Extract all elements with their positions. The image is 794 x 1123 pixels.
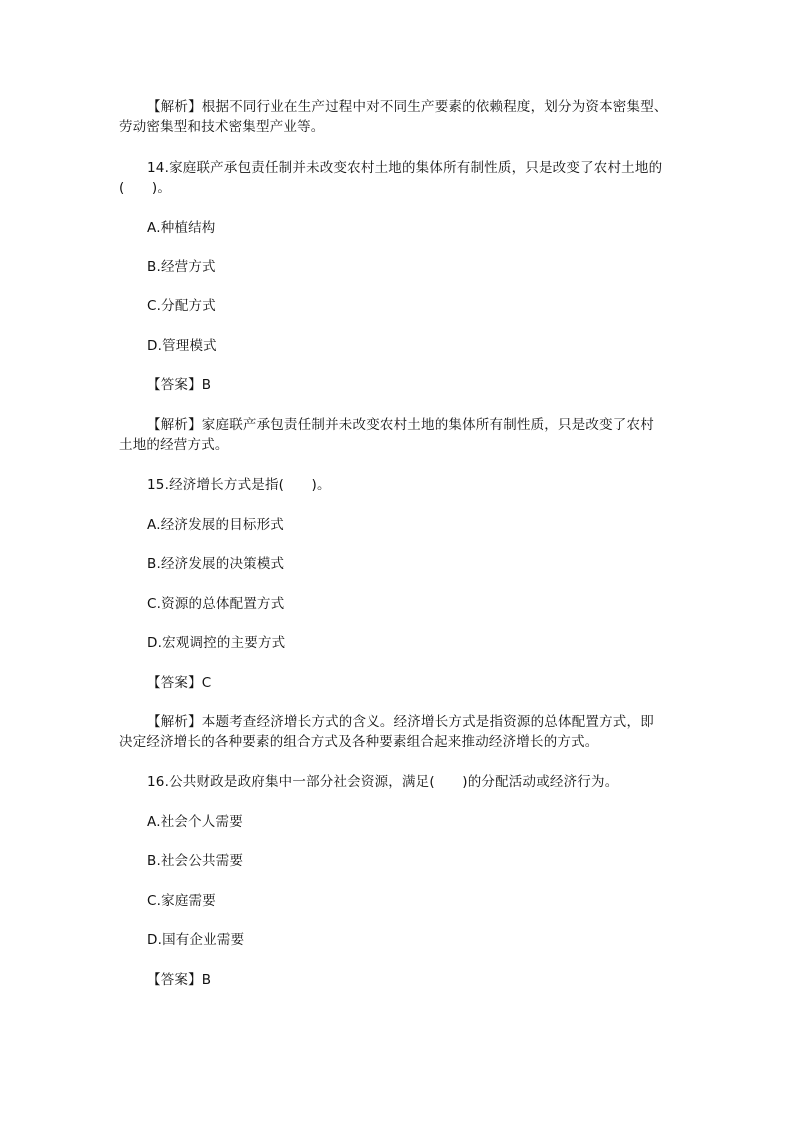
question-14-option-c: C.分配方式 <box>147 298 216 314</box>
question-14-option-a: A.种植结构 <box>147 220 216 236</box>
question-14-stem-line-1: 14.家庭联产承包责任制并未改变农村土地的集体所有制性质，只是改变了农村土地的 <box>147 160 663 176</box>
explanation-13-line-1: 【解析】根据不同行业在生产过程中对不同生产要素的依赖程度，划分为资本密集型、 <box>147 99 668 115</box>
question-15-answer: 【答案】C <box>147 675 212 691</box>
question-16-option-c: C.家庭需要 <box>147 893 216 909</box>
explanation-15-line-1: 【解析】本题考查经济增长方式的含义。经济增长方式是指资源的总体配置方式，即 <box>147 714 654 730</box>
question-14-option-d: D.管理模式 <box>147 338 217 354</box>
question-16-option-d: D.国有企业需要 <box>147 932 245 948</box>
explanation-13-line-2: 劳动密集型和技术密集型产业等。 <box>119 119 325 135</box>
explanation-15-line-2: 决定经济增长的各种要素的组合方式及各种要素组合起来推动经济增长的方式。 <box>119 734 599 750</box>
question-15-option-c: C.资源的总体配置方式 <box>147 596 285 612</box>
question-16-option-a: A.社会个人需要 <box>147 814 243 830</box>
question-14-answer: 【答案】B <box>147 377 212 393</box>
question-16-answer: 【答案】B <box>147 972 212 988</box>
question-15-option-d: D.宏观调控的主要方式 <box>147 635 286 651</box>
question-15-option-b: B.经济发展的决策模式 <box>147 556 285 572</box>
explanation-14-line-1: 【解析】家庭联产承包责任制并未改变农村土地的集体所有制性质，只是改变了农村 <box>147 417 654 433</box>
question-14-stem-line-2: ( )。 <box>119 180 172 196</box>
question-16-option-b: B.社会公共需要 <box>147 853 244 869</box>
question-16-stem: 16.公共财政是政府集中一部分社会资源，满足( )的分配活动或经济行为。 <box>147 774 619 790</box>
explanation-14-line-2: 土地的经营方式。 <box>119 437 229 453</box>
question-14-option-b: B.经营方式 <box>147 259 216 275</box>
question-15-option-a: A.经济发展的目标形式 <box>147 517 284 533</box>
question-15-stem: 15.经济增长方式是指( )。 <box>147 477 331 493</box>
